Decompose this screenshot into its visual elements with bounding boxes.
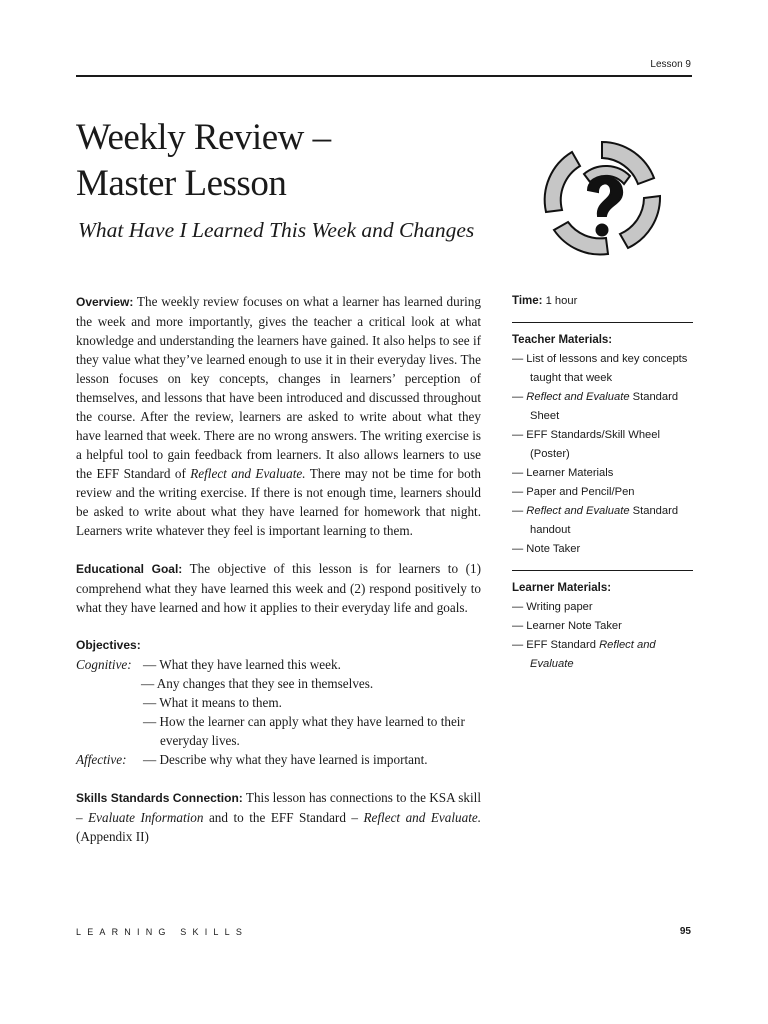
page-number: 95 [679,926,691,937]
educational-goal-paragraph [76,559,481,617]
list-item: — Learner Note Taker [512,620,622,632]
list-item: — Learner Materials [512,467,614,479]
time-label: Time: [512,295,543,307]
cognitive-label: Cognitive: [76,657,132,672]
educational-goal-text: The objective of this lesson is for learners to (1) comprehend what they have learned this week and (2) respond positively to what they have learned and how it applies to their everyday life and goals. [76,561,481,615]
overview-text: The weekly review focuses on what a learner has learned during the week and more importantly, gives the teacher a critical look at what knowledge and understanding the learners have gained. It also helps to see if they value what they’ve learned enough to use it in their everyday lives. The lesson focuses on key concepts, changes in learners’ perception of themselves, and lessons that have been introduced and discussed throughout the course. After the review, learners are asked to write about what they have learned that week. There are no wrong answers. The writing exercise is a helpful tool to gain feedback from learners. It also allows learners to use the EFF Standard of [76,294,481,481]
page-subtitle: What Have I Learned This Week and Changes [78,218,475,242]
list-item: — List of lessons and key concepts taught that week [512,353,688,384]
objective-item: — What it means to them. [143,695,282,710]
sidebar-rule [512,570,693,571]
logo-arc-left [545,152,580,212]
objective-row [76,712,481,750]
list-item: — Paper and Pencil/Pen [512,486,635,498]
list-item: — Reflect and Evaluate Standard handout [512,505,679,536]
objective-row [76,750,481,769]
title-line-1: Weekly Review – [76,117,331,158]
objective-item: — How the learner can apply what they have learned to their everyday lives. [143,714,465,748]
title-line-2: Master Lesson [76,163,287,204]
objective-row [76,674,481,693]
objectives-label: Objectives: [76,638,141,652]
list-item: — Reflect and Evaluate Standard Sheet [512,391,679,422]
time-line [512,292,693,311]
objective-item: — What they have learned this week. [143,657,341,672]
lesson-label: Lesson 9 [650,59,691,70]
teacher-materials-list [512,350,693,559]
skills-emphasis-ksa: Evaluate Information [88,810,204,825]
main-column [76,292,481,846]
learner-materials-heading: Learner Materials: [512,582,612,594]
time-value: 1 hour [542,295,578,307]
header-rule [76,75,692,77]
skills-label: Skills Standards Connection: [76,791,243,805]
overview-emphasis: Reflect and Evaluate. [190,466,306,481]
teacher-materials-heading: Teacher Materials: [512,334,613,346]
learner-materials-list [512,598,693,674]
skills-emphasis-eff: Reflect and Evaluate. [363,810,482,825]
overview-text-end: There may not be time for both review and the writing exercise. If there is not enough time, learners should be asked to write about what they have learned for homework that night. Learners write whatever they feel is important learning to them. [76,466,482,538]
sidebar [512,292,693,674]
affective-label: Affective: [76,752,127,767]
list-item: — Note Taker [512,543,581,555]
skills-text: and to the EFF Standard – [203,810,364,825]
list-item: — EFF Standard Reflect and Evaluate [512,639,656,670]
question-mark-dot [596,224,608,236]
page-title [76,115,331,207]
overview-label: Overview: [76,295,134,309]
skills-paragraph [76,788,481,846]
question-mark-hook [588,177,622,216]
objective-row [76,693,481,712]
skills-text: (Appendix II) [76,829,149,844]
question-mark-circle-icon [532,138,672,258]
educational-goal-label: Educational Goal: [76,562,183,576]
sidebar-rule [512,322,693,323]
objective-item: — Describe why what they have learned is important. [143,752,428,767]
overview-paragraph [76,292,481,540]
skills-text: This lesson has connections to the KSA skill – [76,790,481,825]
logo-arc-right [620,196,660,248]
footer-section-label: LEARNING SKILLS [76,927,249,937]
objective-row [76,655,481,674]
objective-item: — Any changes that they see in themselves. [141,676,374,691]
list-item: — Writing paper [512,601,593,613]
list-item: — EFF Standards/Skill Wheel (Poster) [512,429,660,460]
